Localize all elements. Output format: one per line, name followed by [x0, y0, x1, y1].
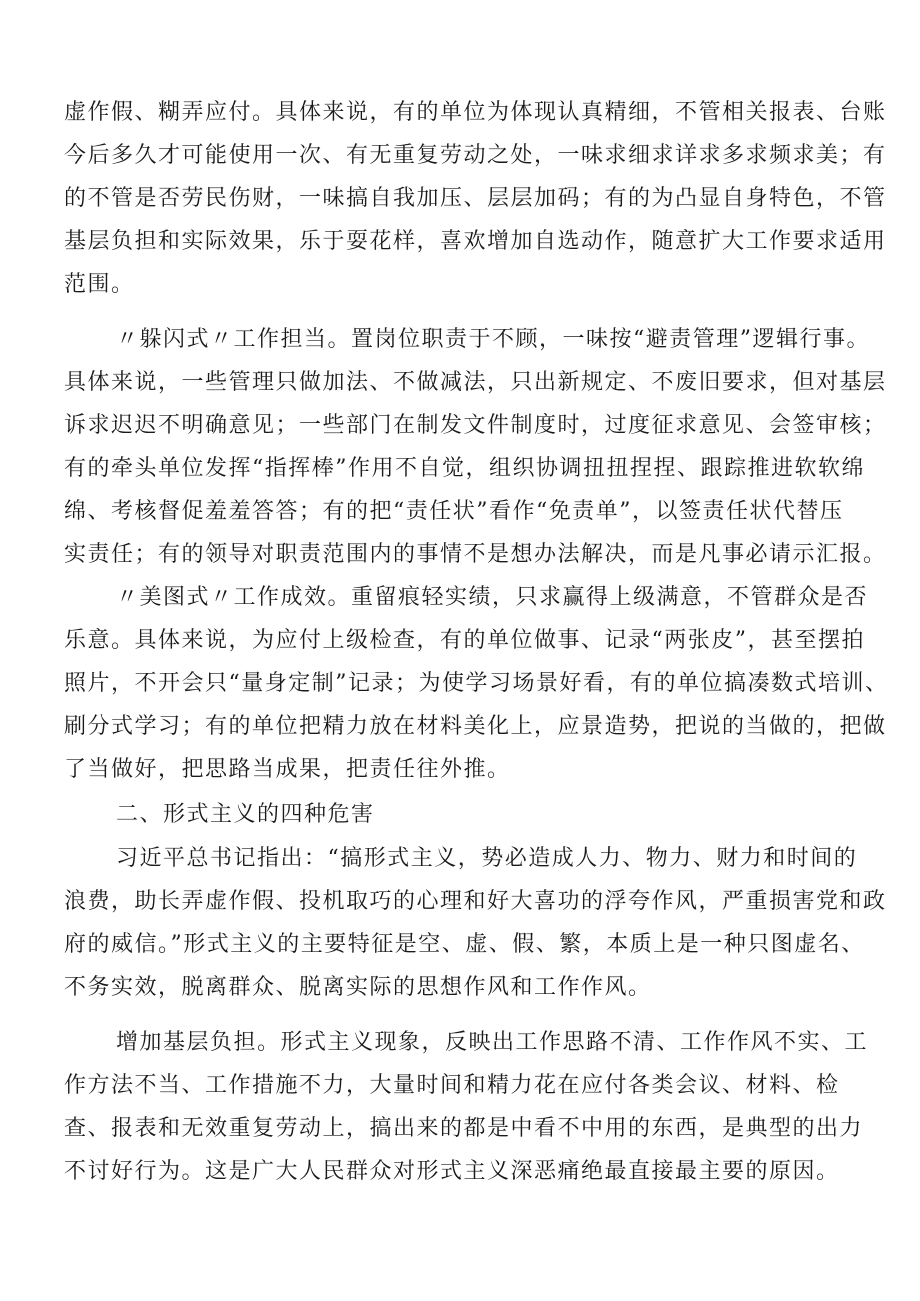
text-line: 范围。 [64, 272, 135, 297]
text-line: 照片，不开会只“量身定制”记录；为使学习场景好看，有的单位搞凑数式培训、 [64, 671, 889, 696]
section-heading: 二、形式主义的四种危害 [116, 802, 375, 827]
text-line: 刷分式学习；有的单位把精力放在材料美化上，应景造势，把说的当做的，把做 [64, 714, 887, 739]
text-line: 诉求迟迟不明确意见；一些部门在制发文件制度时，过度征求意见、会签审核； [64, 413, 887, 438]
text-line: 作方法不当、工作措施不力，大量时间和精力花在应付各类会议、材料、检 [64, 1073, 840, 1098]
text-line: 虚作假、糊弄应付。具体来说，有的单位为体现认真精细，不管相关报表、台账 [64, 100, 887, 125]
text-line: 具体来说，一些管理只做加法、不做减法，只出新规定、不废旧要求，但对基层 [64, 370, 887, 395]
text-line: 增加基层负担。形式主义现象，反映出工作思路不清、工作作风不实、工 [116, 1030, 869, 1055]
text-line: 习近平总书记指出：“搞形式主义，势必造成人力、物力、财力和时间的 [116, 846, 858, 871]
text-line: 了当做好，把思路当成果，把责任往外推。 [64, 757, 511, 782]
text-line: 乐意。具体来说，为应付上级检查，有的单位做事、记录“两张皮”，甚至摆拍 [64, 628, 865, 653]
text-line: 绵、考核督促羞羞答答；有的把“责任状”看作“免责单”，以签责任状代替压 [64, 499, 844, 524]
text-line: 浪费，助长弄虚作假、投机取巧的心理和好大喜功的浮夸作风，严重损害党和政 [64, 889, 887, 914]
text-line: 〃躲闪式〃工作担当。置岗位职责于不顾，一味按“避责管理”逻辑行事。 [116, 327, 870, 352]
text-line: 查、报表和无效重复劳动上，搞出来的都是中看不中用的东西，是典型的出力 [64, 1116, 864, 1141]
text-line: 〃美图式〃工作成效。重留痕轻实绩，只求赢得上级满意，不管群众是否 [116, 585, 869, 610]
text-line: 府的威信。”形式主义的主要特征是空、虚、假、繁，本质上是一种只图虚名、 [64, 932, 865, 957]
text-line: 不务实效，脱离群众、脱离实际的思想作风和工作作风。 [64, 975, 652, 1000]
text-line: 今后多久才可能使用一次、有无重复劳动之处，一味求细求详求多求频求美；有 [64, 143, 887, 168]
text-line: 不讨好行为。这是广大人民群众对形式主义深恶痛绝最直接最主要的原因。 [64, 1159, 840, 1184]
text-line: 的不管是否劳民伤财，一味搞自我加压、层层加码；有的为凸显自身特色，不管 [64, 186, 887, 211]
text-line: 有的牵头单位发挥“指挥棒”作用不自觉，组织协调扭扭捏捏、跟踪推进软软绵 [64, 456, 865, 481]
text-line: 基层负担和实际效果，乐于耍花样，喜欢增加自选动作，随意扩大工作要求适用 [64, 229, 887, 254]
text-line: 实责任；有的领导对职责范围内的事情不是想办法解决，而是凡事必请示汇报。 [64, 542, 887, 567]
